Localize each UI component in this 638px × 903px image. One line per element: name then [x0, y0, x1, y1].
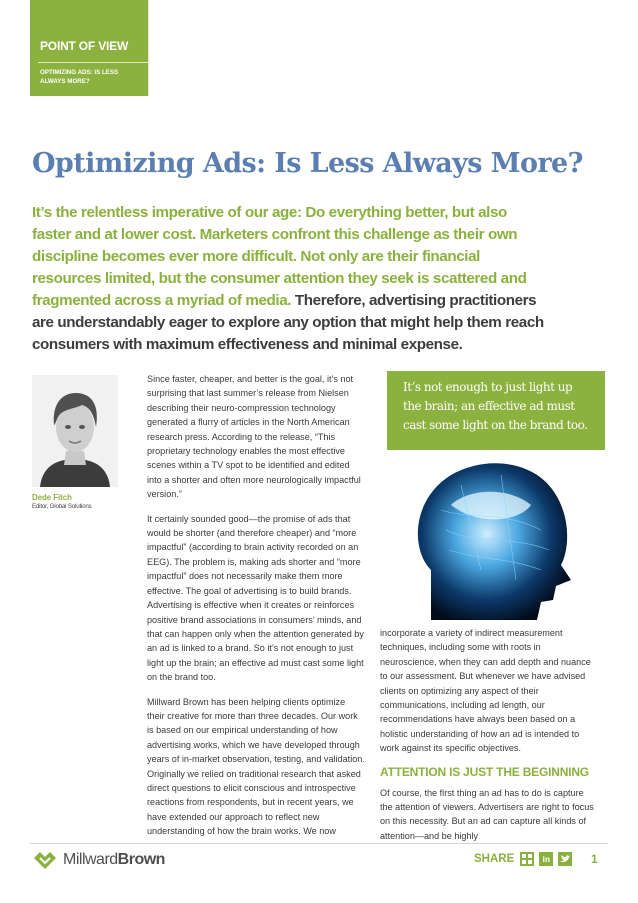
- logo-text-brown: Brown: [117, 851, 165, 868]
- brain-head-image: [371, 450, 614, 620]
- point-of-view-box: [30, 0, 148, 96]
- author-role: Editor, Global Solutions: [32, 503, 92, 510]
- share-generic-icon[interactable]: [520, 852, 534, 866]
- millward-brown-logo[interactable]: [32, 849, 165, 871]
- logo-text-millward: Millward: [63, 851, 118, 868]
- intro-rest: Therefore, advertising practitioners are understandably eager to explore any option that might help them reach consumers with maximum effectiveness and minimal expense.: [32, 292, 544, 353]
- linkedin-icon[interactable]: in: [539, 852, 553, 866]
- section-subtitle: OPTIMIZING ADS: IS LESS ALWAYS MORE?: [40, 69, 119, 85]
- share-label: SHARE: [474, 853, 515, 865]
- article-column-left: [147, 372, 365, 849]
- author-photo: [32, 375, 118, 487]
- logo-icon: [32, 850, 58, 870]
- body-paragraph: Millward Brown has been helping clients optimize their creative for more than three decades. Our work is based on our empirical understanding of how advertising works, which we have developed through years of in-market observation, testing, and validation. Originally we relied on traditional research that asked direct questions to elicit conscious and introspective reactions from respondents, but in recent years, we have extended our approach to reflect new understanding of how the brain works. We now: [147, 696, 365, 837]
- section-divider: [38, 62, 148, 63]
- intro-paragraph: [32, 202, 547, 356]
- page-number: 1: [591, 852, 598, 866]
- section-heading: ATTENTION IS JUST THE BEGINNING: [380, 764, 589, 779]
- body-paragraph: Of course, the first thing an ad has to do is capture the attention of viewers. Advertisers are right to focus on this necessity. But an ad can capture all kinds of attention—and be highly: [380, 787, 594, 841]
- body-paragraph: It certainly sounded good—the promise of ads that would be shorter (and therefore cheaper) and “more impactful” (according to brain activity recorded on an EEG). The problem is, making ads shorter and “more impactful” does not necessarily make them more effective. The goal of advertising is to build brands. Advertising is effective when it creates or reinforces positive brand associations in consumers’ minds, and that can happen only when the attention generated by an ad is linked to a brand. So it’s not enough to just light up the brain; an effective ad must cast some light on the brand too.: [147, 513, 364, 683]
- author-name: Dede Fitch: [32, 493, 72, 502]
- bird-icon: [560, 855, 570, 863]
- footer-divider: [30, 843, 608, 844]
- logo-text: [63, 851, 165, 869]
- pull-quote: It’s not enough to just light up the brain; an effective ad must cast some light on the brand too.: [387, 371, 605, 450]
- header-vertical-rule: [148, 0, 149, 96]
- section-label: POINT OF VIEW: [40, 39, 129, 53]
- article-column-right: [380, 626, 598, 851]
- body-paragraph: incorporate a variety of indirect measurement techniques, including some with roots in neuroscience, when they can add depth and nuance to our assessment. But whenever we have advised clients on optimizing any aspect of their communications, including ad length, our recommendations have always been based on a holistic understanding of how an ad is intended to work against its specific objectives.: [380, 628, 591, 754]
- share-grid-icon: [520, 852, 534, 866]
- body-paragraph: Since faster, cheaper, and better is the goal, it’s not surprising that last summer’s release from Nielsen describing their neuro-compression technology generated a flurry of articles in the North American research press. According to the release, “This proprietary technology enables the most effective scenes within a TV spot to be identified and edited into a shorter and often more neurologically impactful version.”: [147, 374, 361, 500]
- intro-highlight: It’s the relentless imperative of our age: Do everything better, but also faster and at lower cost. Marketers confront this challenge as their own discipline becomes ever more difficult. Not only are their financial resources limited, but the consumer attention they seek is scattered and fragmented across a myriad of media.: [32, 204, 527, 309]
- twitter-icon[interactable]: [558, 852, 572, 866]
- share-bar: [474, 852, 577, 866]
- page-title: Optimizing Ads: Is Less Always More?: [32, 148, 583, 179]
